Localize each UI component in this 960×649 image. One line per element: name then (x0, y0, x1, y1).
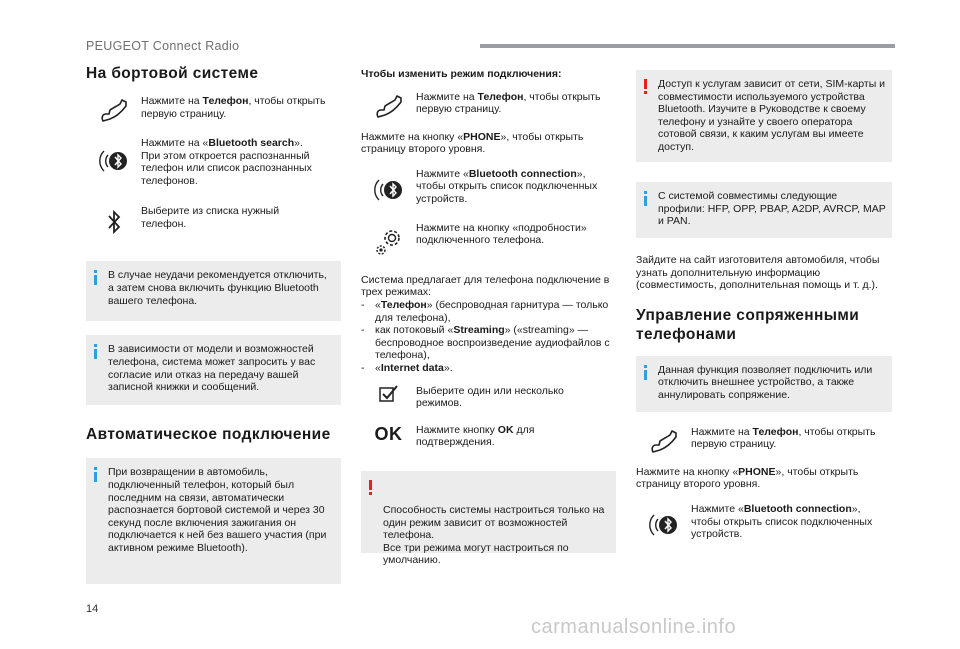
step-bold: Телефон (752, 425, 799, 438)
step-bold: Bluetooth search (208, 137, 295, 149)
para-text: Нажмите на кнопку « (636, 465, 739, 478)
list-item: - «Internet data». (361, 361, 453, 374)
info-icon (94, 270, 97, 285)
note-text: С системой совместимы следующие профили: HFP, OPP, PBAP, A2DP, AVRCP, MAP и PAN. (658, 190, 886, 228)
watermark: carmanualsonline.info (531, 616, 737, 638)
info-note (86, 261, 341, 321)
step-bluetooth-search (86, 137, 341, 187)
column-3 (636, 70, 892, 543)
step-text: Нажмите кнопку (416, 423, 498, 436)
step-bluetooth-connection (636, 503, 892, 543)
checkbox-icon (361, 385, 416, 403)
step-text: Нажмите на (416, 90, 478, 103)
modes-list (361, 299, 616, 375)
section-title-manage: Управление сопряженными телефонами (636, 306, 860, 343)
info-note (86, 458, 341, 584)
step-phone (361, 91, 616, 119)
info-note (636, 356, 892, 412)
step-text: Нажмите на (691, 425, 753, 438)
step-text: , чтобы открыть первую страницу. (141, 95, 326, 120)
gear-details-icon (361, 222, 416, 256)
running-header: PEUGEOT Connect Radio (86, 39, 240, 53)
ok-button-icon: OK (374, 423, 403, 444)
note-text: Доступ к услугам зависит от сети, SIM-карты и совместимости используемого устройства Bluetooth. Изучите в Руководстве к своему телефону и узнайте у своего оператора сотовой связи, к каким услугам вы имеете доступ. (658, 78, 886, 153)
info-icon (94, 344, 97, 359)
step-text: Нажмите « (691, 502, 744, 515)
info-note (636, 182, 892, 238)
phone-icon (86, 95, 141, 123)
step-bold: Bluetooth connection (743, 502, 852, 515)
step-bluetooth-connection (361, 168, 616, 208)
para-text: », чтобы открыть страницу второго уровня. (361, 130, 584, 156)
list-item: - «Телефон» (беспроводная гарнитура — только для телефона), (361, 298, 609, 324)
step-bold: Телефон (202, 95, 249, 107)
step-bold: Телефон (477, 90, 524, 103)
step-text: , чтобы открыть первую страницу. (691, 425, 876, 451)
step-text: для подтверждения. (416, 423, 535, 449)
section-title-auto: Автоматическое подключение (86, 426, 331, 444)
step-ok (361, 424, 616, 449)
header-bar (480, 44, 895, 48)
warning-note (636, 70, 892, 162)
step-text: Нажмите « (416, 167, 469, 180)
step-text: Выберите один или несколько режимов. (416, 384, 564, 410)
info-icon (94, 467, 97, 482)
para-text: », чтобы открыть страницу второго уровня. (636, 465, 859, 491)
para-bold: PHONE (463, 130, 501, 143)
step-select-phone (86, 205, 341, 235)
section-heading: Чтобы изменить режим подключения: (361, 68, 562, 80)
bluetooth-search-icon (86, 137, 141, 179)
step-phone (636, 426, 892, 454)
info-icon (644, 191, 647, 206)
note-text: Данная функция позволяет подключить или отключить внешнее устройство, а также аннулировать сопряжение. (658, 363, 873, 401)
note-text: При возвращении в автомобиль, подключенный телефон, который был последним на связи, автоматически распознается бортовой системой и через 30 секунд после включения зажигания он подключается к ней без вашего участия (при активном режиме Bluetooth). (108, 466, 327, 554)
warning-icon (644, 79, 647, 94)
column-1 (86, 64, 341, 584)
bluetooth-search-icon (361, 168, 416, 208)
info-note (86, 335, 341, 405)
warning-icon (369, 480, 372, 495)
step-text: Выберите из списка нужный телефон. (141, 205, 280, 230)
step-text: », чтобы открыть список подключенных устройств. (691, 502, 873, 541)
info-icon (644, 365, 647, 380)
bluetooth-search-icon (636, 503, 691, 543)
step-bold: Bluetooth connection (468, 167, 577, 180)
phone-icon (361, 91, 416, 119)
bluetooth-icon (86, 205, 141, 235)
step-bold: OK (497, 423, 514, 436)
section-title-onboard: На бортовой системе (86, 65, 259, 82)
para-text: Нажмите на кнопку « (361, 130, 464, 143)
para-text: Зайдите на сайт изготовителя автомобиля, чтобы узнать дополнительную информацию (совместимость, дополнительная помощь и т. д.). (636, 254, 880, 292)
phone-icon (636, 426, 691, 454)
column-2 (361, 68, 616, 567)
step-details (361, 222, 616, 256)
step-text: Нажмите на кнопку «подробности» подключенного телефона. (416, 221, 587, 247)
step-text: При этом откроется распознанный телефон или список распознанных телефонов. (141, 149, 312, 187)
para-bold: PHONE (738, 465, 776, 478)
step-phone (86, 95, 341, 123)
warning-note (361, 471, 616, 567)
list-item: - как потоковый «Streaming» («streaming» — беспроводное воспроизведение аудиофайлов с телефона), (361, 324, 610, 362)
note-text: В зависимости от модели и возможностей телефона, система может запросить у вас согласие или отказ на передачу вашей записной книжки и сообщений. (108, 343, 316, 394)
step-text: Нажмите на (141, 95, 203, 107)
note-text: В случае неудачи рекомендуется отключить, а затем снова включить функцию Bluetooth вашего телефона. (108, 269, 327, 307)
step-text: ». (294, 137, 303, 149)
page-number: 14 (86, 603, 99, 615)
step-text: , чтобы открыть первую страницу. (416, 90, 601, 116)
step-text: Нажмите на « (141, 137, 209, 149)
step-text: », чтобы открыть список подключенных устройств. (416, 167, 598, 205)
note-text: Способность системы настроиться только на один режим зависит от возможностей телефона. Все три режима могут настроиться по умолчанию. (383, 504, 605, 567)
step-select-modes (361, 385, 616, 410)
para-text: Система предлагает для телефона подключение в трех режимах: (361, 273, 610, 299)
